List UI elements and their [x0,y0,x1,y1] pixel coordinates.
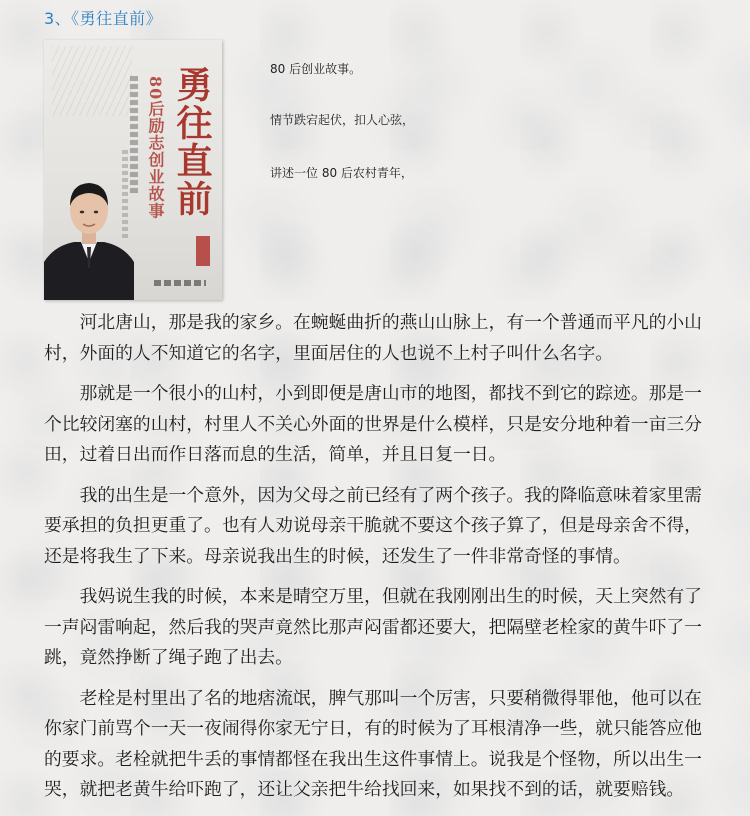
book-caption-line: 情节跌宕起伏，扣人心弦， [270,113,415,127]
cover-subtitle: 80后励志创业故事 [146,76,165,220]
book-cover-image [44,40,222,300]
cover-publisher-mark [154,280,206,286]
section-heading: 3、《勇往直前》 [44,9,163,28]
author-portrait [44,150,134,300]
story-paragraph: 我的出生是一个意外，因为父母之前已经有了两个孩子。我的降临意味着家里需要承担的负担更重了。也有人劝说母亲干脆就不要这个孩子算了，但是母亲舍不得，还是将我生了下来。母亲说我出生的时候，还发生了一件非常奇怪的事情。 [44,484,702,567]
story-paragraph: 河北唐山，那是我的家乡。在蜿蜒曲折的燕山山脉上，有一个普通而平凡的小山村，外面的人不知道它的名字，里面居住的人也说不上村子叫什么名字。 [44,312,702,364]
story-body [44,308,706,816]
story-paragraph: 老栓是村里出了名的地痞流氓，脾气那叫一个厉害，只要稍微得罪他，他可以在你家门前骂个一天一夜闹得你家无宁日，有的时候为了耳根清净一些，就只能答应他的要求。老栓就把牛丢的事情都怪在我出生这件事情上。说我是个怪物，所以出生一哭，就把老黄牛给吓跑了，还让父亲把牛给找回来，如果找不到的话，就要赔钱。 [44,687,702,800]
cover-author-seal [196,236,210,266]
cover-title: 勇往直前 [171,66,213,218]
cover-decoration [52,46,132,116]
story-paragraph: 那就是一个很小的山村，小到即便是唐山市的地图，都找不到它的踪迹。那是一个比较闭塞的山村，村里人不关心外面的世界是什么模样，只是安分地种着一亩三分田，过着日出而作日落而息的生活，简单，并且日复一日。 [44,383,702,465]
story-paragraph: 我妈说生我的时候，本来是晴空万里，但就在我刚刚出生的时候，天上突然有了一声闷雷响起，然后我的哭声竟然比那声闷雷都还要大，把隔壁老栓家的黄牛吓了一跳，竟然挣断了绳子跑了出去。 [44,586,702,668]
book-caption-line: 80 后创业故事。 [270,62,362,76]
book-caption-line: 讲述一位 80 后农村青年， [270,166,413,180]
